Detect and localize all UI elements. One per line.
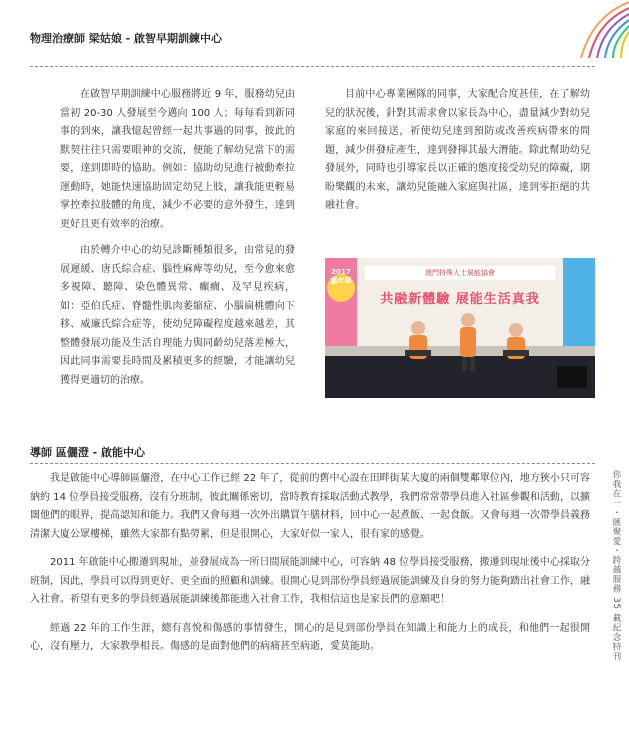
decorative-ribbon-graphic — [559, 0, 629, 60]
section1-right-column — [325, 86, 590, 224]
section2-divider — [30, 463, 595, 464]
stage-event-photo — [325, 258, 595, 398]
section2-heading: 導師 區儷澄 - 啟能中心 — [30, 446, 146, 459]
section1-divider — [30, 66, 595, 67]
event-banner-title: 共融新體驗 展能生活真我 — [380, 292, 540, 307]
section2-body — [30, 470, 590, 667]
event-org-name: 澳門特殊人士展能協會 — [425, 269, 495, 277]
section1-left-column — [60, 86, 295, 398]
paragraph: 2011 年啟能中心搬遷到現址，並發展成為一所日間展能訓練中心，可容納 48 位學員接受服務，搬遷到現址後中心採取分班制，因此，學員可以得到更好、更全面的照顧和訓練。很開心見到部份學員經過展能訓練及自身的努力能夠踏出社會工作，融入社會。祈望有更多的學員經過展能訓練後都能進入社會工作，我相信這也是家長們的意願吧！ — [30, 557, 590, 605]
event-year-badge: 2017 — [331, 268, 351, 276]
paragraph: 目前中心專業團隊的同事，大家配合度甚佳，在了解幼兒的狀況後，針對其需求會以家長為中心，盡量減少對幼兒家庭的來回接送，祈使幼兒達到預防或改善疾病帶來的問題，減少併發症產生，達到發揮其最大潛能。除此幫助幼兒發展外，同時也引導家長以正確的態度接受幼兒的障礙，期盼樂觀的未來，讓幼兒能融入家庭與社區，達到零拒絕的共融社會。 — [325, 89, 590, 211]
event-year-sub: 嘉年華 — [330, 277, 352, 285]
section1-heading: 物理治療師 梁姑娘 - 啟智早期訓練中心 — [30, 32, 223, 45]
side-caption: 你我在一・匯聚愛・跨越服務 35 載紀念特刊 — [611, 470, 621, 662]
paragraph: 經過 22 年的工作生涯，總有喜悅和傷感的事情發生，開心的是見到部份學員在知識上和能力上的成長，和他們一起很開心，沒有壓力，大家教學相長。傷感的是面對他們的病痛甚至病逝，愛莫能助。 — [30, 622, 590, 652]
paragraph: 由於轉介中心的幼兒診斷種類很多，由常見的發展遲緩、唐氏綜合症、腦性麻痺等幼兒，至今愈來愈多視障、聽障、染色體異常、癲癇、及罕見疾病，如：亞伯氏症、脊髓性肌肉萎縮症、小腦扁桃體向下移、威廉氏綜合症等，使幼兒障礙程度越來越差，其整體發展功能及生活自理能力與同齡幼兒落差極大，因此同事需要長時間及累積更多的經驗，才能讓幼兒獲得更適切的治療。 — [60, 245, 295, 386]
paragraph: 在啟智早期訓練中心服務將近 9 年，服務幼兒由當初 20-30 人發展至今邁向 100 人；每每看到新同事的到來，讓我憶起曾經一起共事過的同事，彼此的默契往往只需要眼神的交流，便能了解幼兒當下的需要，達到即時的協助。例如：協助幼兒進行被動牽拉運動時，她能快速協助固定幼兒上肢，讓我能更輕易掌控牽拉肢體的角度，減少不必要的意外發生，達到更好且更有效率的治療。 — [60, 89, 295, 230]
paragraph: 我是啟能中心導師區儷澄，在中心工作已經 22 年了，從前的舊中心設在田畔街某大廈的兩個雙鄰單位內，地方狹小只可容納約 14 位學員接受服務，沒有分班制，彼此關係密切，當時教育採取活動式教學，我們常常帶學員進入社區參觀和活動，以擴闊他們的眼界，提高認知和能力。我們又會每週一次外出購買午膳材料，回中心一起煮飯、一起食飯。又會每週一次帶學員義務清潔大廈公眾樓梯，雖然大家都有點勞累，但是很開心，大家好似一家人，很有家的感覺。 — [30, 473, 590, 540]
